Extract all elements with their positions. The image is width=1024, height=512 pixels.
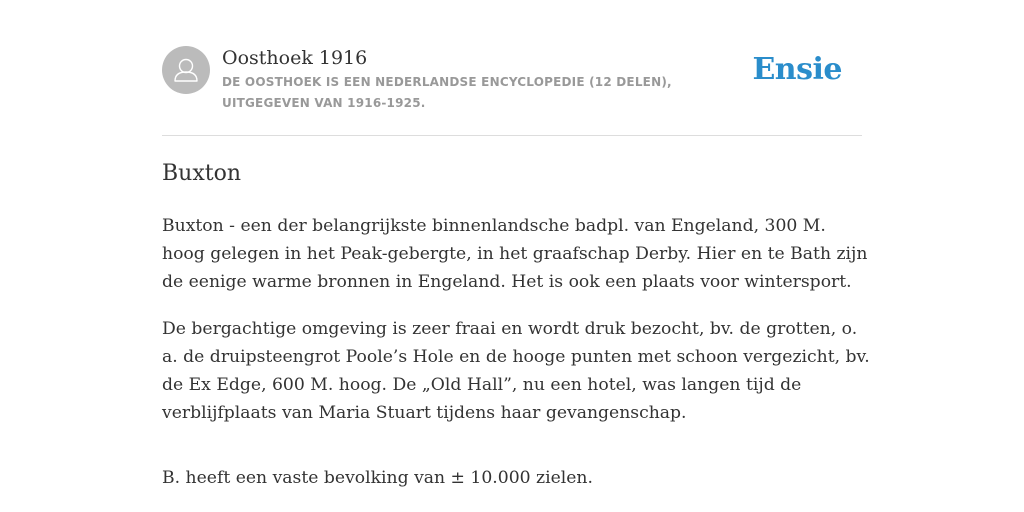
source-title[interactable]: Oosthoek 1916 (222, 47, 368, 69)
ensie-logo[interactable]: Ensie (752, 52, 842, 87)
article-body (162, 212, 874, 511)
user-icon (162, 46, 210, 94)
source-description: DE OOSTHOEK IS EEN NEDERLANDSE ENCYCLOPEDIE (12 DELEN), UITGEGEVEN VAN 1916-1925. (222, 75, 672, 110)
article-paragraph: De bergachtige omgeving is zeer fraai en wordt druk bezocht, bv. de grotten, o. a. de druipsteengrot Poole’s Hole en de hooge punten met schoon vergezicht, bv. de Ex Edge, 600 M. hoog. De „Old Hall”, nu een hotel, was langen tijd de verblijfplaats van Maria Stuart tijdens haar gevangenschap. (162, 319, 870, 423)
article-title: Buxton (162, 161, 241, 186)
source-header (162, 46, 862, 136)
article-paragraph: Buxton - een der belangrijkste binnenlandsche badpl. van Engeland, 300 M. hoog gelegen in het Peak-gebergte, in het graafschap Derby. Hier en te Bath zijn de eenige warme bronnen in Engeland. Het is ook een plaats voor wintersport. (162, 216, 868, 292)
avatar[interactable] (162, 46, 210, 94)
article-paragraph: B. heeft een vaste bevolking van ± 10.000 zielen. (162, 468, 593, 488)
